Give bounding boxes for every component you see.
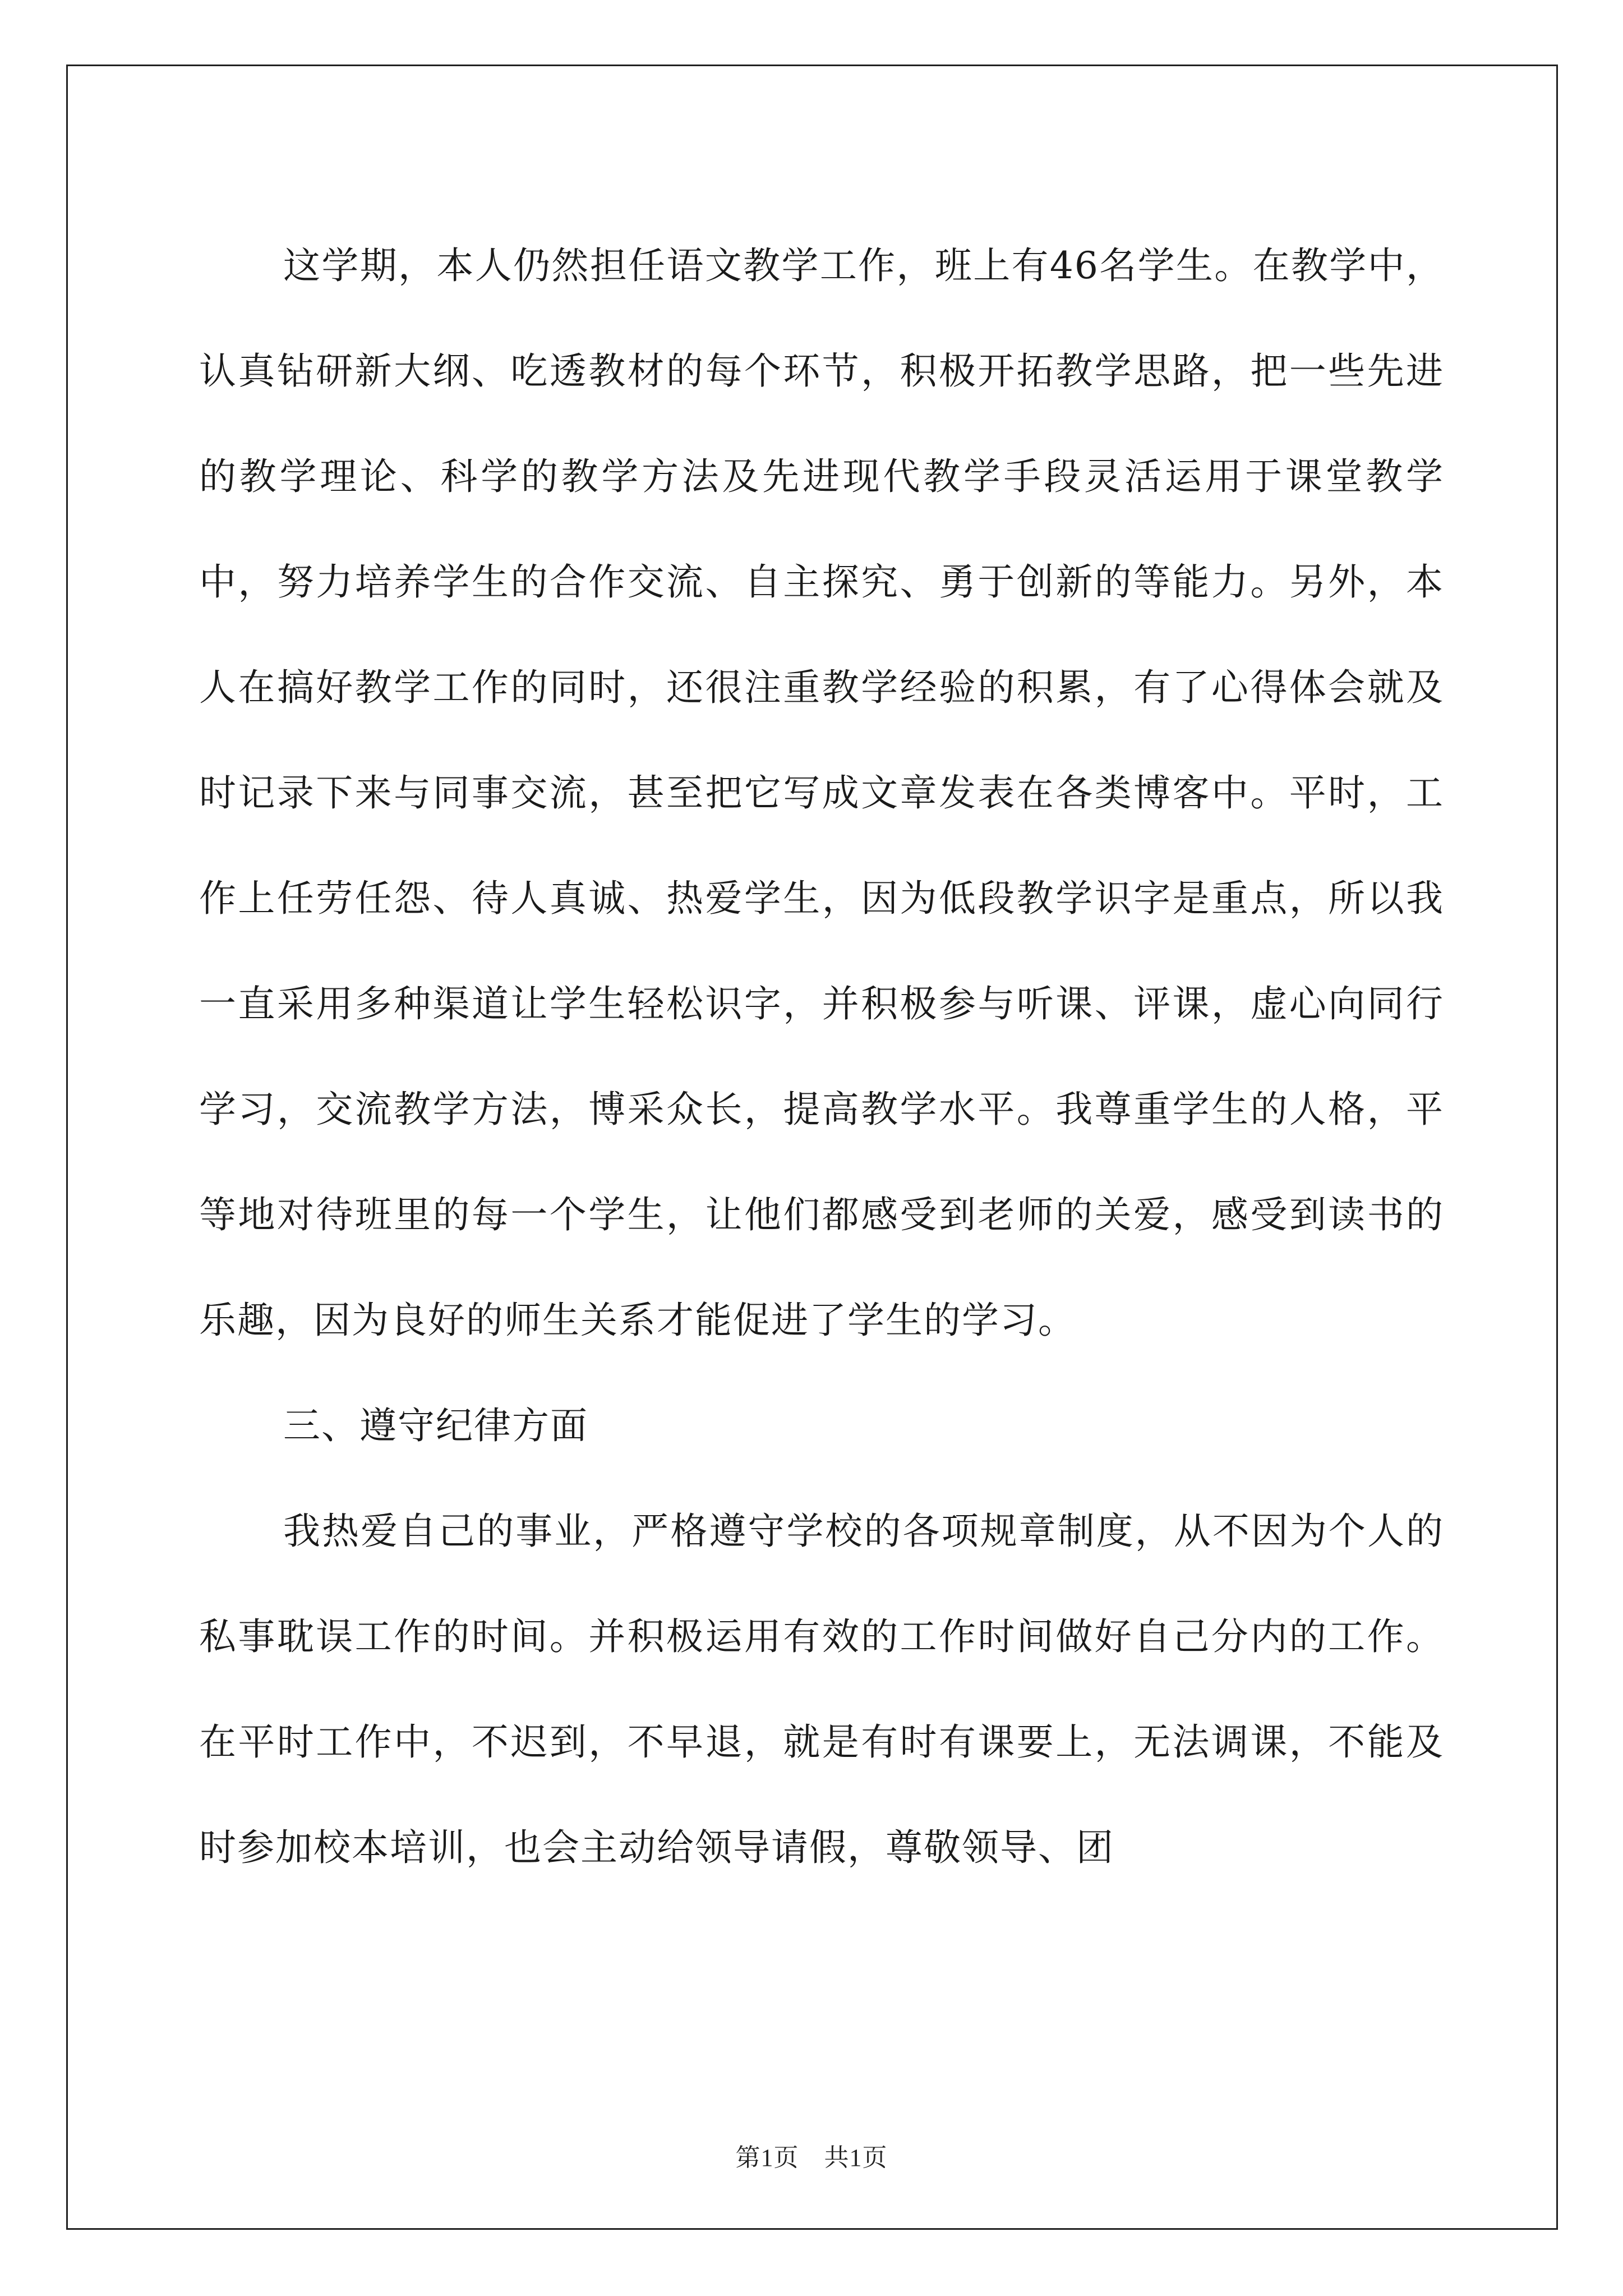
body-paragraph: 这学期，本人仍然担任语文教学工作，班上有46名学生。在教学中，认真钻研新大纲、吃透教材的每个环节，积极开拓教学思路，把一些先进的教学理论、科学的教学方法及先进现代教学手段灵活运用于课堂教学中，努力培养学生的合作交流、自主探究、勇于创新的等能力。另外，本人在搞好教学工作的同时，还很注重教学经验的积累，有了心得体会就及时记录下来与同事交流，甚至把它写成文章发表在各类博客中。平时，工作上任劳任怨、待人真诚、热爱学生，因为低段教学识字是重点，所以我一直采用多种渠道让学生轻松识字，并积极参与听课、评课，虚心向同行学习，交流教学方法，博采众长，提高教学水平。我尊重学生的人格，平等地对待班里的每一个学生，让他们都感受到老师的关爱，感受到读书的乐趣，因为良好的师生关系才能促进了学生的学习。	[199, 244, 1444, 1342]
document-body	[199, 213, 1444, 1901]
body-paragraph: 我热爱自己的事业，严格遵守学校的各项规章制度，从不因为个人的私事耽误工作的时间。并积极运用有效的工作时间做好自己分内的工作。在平时工作中，不迟到，不早退，就是有时有课要上，无法调课，不能及时参加校本培训，也会主动给领导请假，尊敬领导、团	[199, 1510, 1444, 1869]
section-heading: 三、遵守纪律方面	[283, 1404, 588, 1447]
page-number-footer: 第1页 共1页	[735, 2144, 888, 2171]
